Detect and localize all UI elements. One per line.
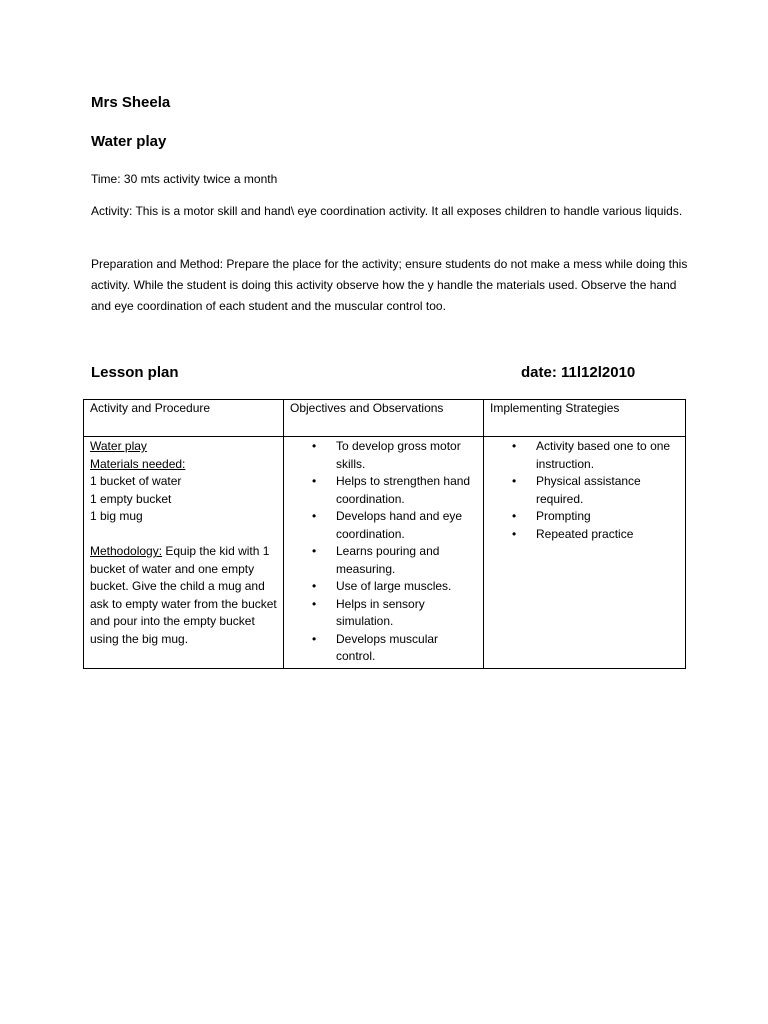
list-item: [290, 631, 477, 666]
activity-title: Water play: [91, 133, 167, 150]
strategies-list: [490, 438, 679, 543]
lesson-plan-table: [83, 399, 686, 669]
list-item: [290, 473, 477, 508]
strategy-text: Activity based one to one instruction.: [536, 439, 671, 471]
table-header-row: [84, 400, 686, 437]
list-item: [490, 508, 679, 526]
list-item: [290, 508, 477, 543]
methodology-label: Methodology:: [90, 544, 163, 558]
strategies-cell: [484, 437, 686, 669]
objective-text: Develops muscular control.: [336, 631, 439, 663]
bullet-icon: •: [312, 579, 317, 593]
table-row: [84, 437, 686, 669]
material-item: 1 empty bucket: [90, 491, 172, 506]
list-item: [290, 596, 477, 631]
objectives-list: [290, 438, 477, 666]
header-implementing-strategies: Implementing Strategies: [484, 400, 686, 437]
bullet-icon: •: [312, 439, 317, 453]
material-item: 1 bucket of water: [90, 474, 182, 488]
teacher-name: Mrs Sheela: [91, 94, 171, 111]
bullet-icon: •: [312, 474, 317, 488]
bullet-icon: •: [512, 439, 517, 453]
list-item: [290, 543, 477, 578]
list-item: [490, 526, 679, 544]
bullet-icon: •: [512, 474, 517, 488]
preparation-paragraph: Preparation and Method: Prepare the place for the activity; ensure students do not make a mess while doing this activity. While the student is doing this activity observe how the y handle the materials used. Observe the hand and eye coordination of each student and the muscular control too.: [91, 257, 688, 313]
objective-text: Helps in sensory simulation.: [336, 596, 425, 628]
bullet-icon: •: [512, 526, 517, 541]
objectives-cell: [284, 437, 484, 669]
methodology-text: Equip the kid with 1 bucket of water and one empty bucket. Give the child a mug and ask to empty water from the bucket and pour into the empty bucket using the big mug.: [90, 544, 277, 646]
bullet-icon: •: [312, 509, 317, 523]
spacer: [90, 526, 277, 544]
bullet-icon: •: [312, 631, 317, 646]
activity-paragraph: Activity: This is a motor skill and hand\ eye coordination activity. It all exposes children to handle various liquids.: [91, 204, 683, 218]
header-objectives-observations: Objectives and Observations: [284, 400, 484, 437]
objective-text: To develop gross motor skills.: [336, 439, 461, 471]
procedure-activity-name: Water play: [90, 439, 147, 453]
strategy-text: Prompting: [536, 509, 591, 523]
strategy-text: Repeated practice: [536, 526, 634, 541]
lesson-plan-date: date: 11l12l2010: [521, 364, 636, 381]
objective-text: Develops hand and eye coordination.: [336, 509, 463, 541]
methodology-paragraph: [90, 543, 277, 648]
material-item: 1 big mug: [90, 509, 143, 523]
header-activity-procedure: Activity and Procedure: [84, 400, 284, 437]
bullet-icon: •: [512, 509, 517, 523]
list-item: [490, 438, 679, 473]
list-item: [490, 473, 679, 508]
time-paragraph: Time: 30 mts activity twice a month: [91, 172, 278, 186]
list-item: [290, 578, 477, 596]
materials-label: Materials needed:: [90, 456, 186, 471]
objective-text: Helps to strengthen hand coordination.: [336, 474, 471, 506]
lesson-plan-title: Lesson plan: [91, 364, 179, 381]
objective-text: Use of large muscles.: [336, 579, 452, 593]
objective-text: Learns pouring and measuring.: [336, 544, 440, 576]
strategy-text: Physical assistance required.: [536, 474, 641, 506]
bullet-icon: •: [312, 544, 317, 558]
list-item: [290, 438, 477, 473]
bullet-icon: •: [312, 596, 317, 611]
procedure-cell: [84, 437, 284, 669]
